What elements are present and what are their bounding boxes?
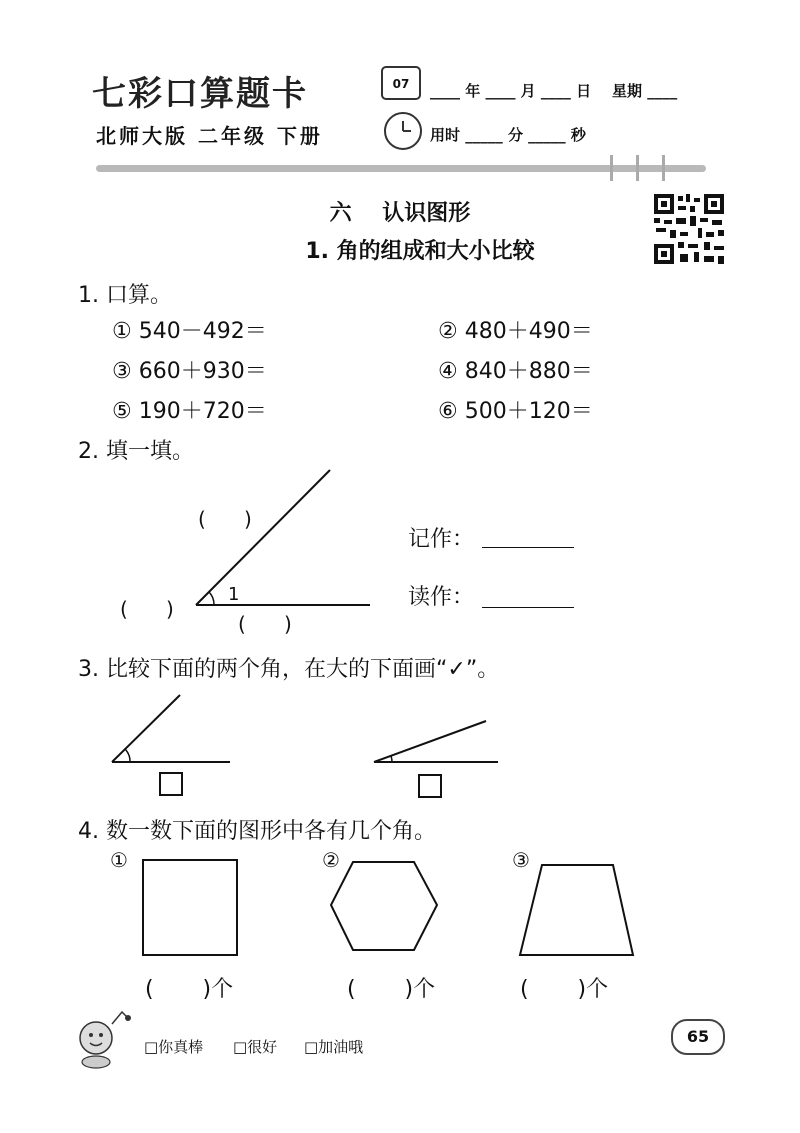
q2-angle-label: 1 [228, 584, 240, 605]
q4-label-2: ② [322, 848, 340, 872]
q4-label-1: ① [110, 848, 128, 872]
time-field[interactable]: 用时 _____ 分 _____ 秒 [430, 126, 586, 144]
mascot-icon [72, 1004, 134, 1070]
q1-item-4: ④ 840＋880＝ [438, 359, 593, 384]
q1-item-3: ③ 660＋930＝ [112, 359, 267, 384]
page-number: 65 [671, 1019, 725, 1055]
q2-paren-side[interactable]: ( ) [238, 612, 292, 636]
q4-answer-1[interactable]: ( )个 [145, 977, 234, 1002]
q2-read-label: 读作： [408, 585, 475, 610]
q3-title: 3. 比较下面的两个角，在大的下面画“✓”。 [78, 657, 500, 682]
rating-option-keep-going[interactable]: □加油哦 [304, 1038, 364, 1056]
q2-record-label: 记作： [408, 527, 475, 552]
rating-option-great[interactable]: □你真棒 [144, 1038, 204, 1056]
q4-answer-2[interactable]: ( )个 [347, 977, 436, 1002]
q4-title: 4. 数一数下面的图形中各有几个角。 [78, 819, 436, 844]
q4-answer-3[interactable]: ( )个 [520, 977, 609, 1002]
section-title: 1. 角的组成和大小比较 [305, 239, 535, 264]
calendar-day: 07 [392, 77, 410, 91]
rating-option-good[interactable]: □很好 [233, 1038, 278, 1056]
q2-title: 2. 填一填。 [78, 439, 194, 464]
chapter-title: 六 认识图形 [329, 201, 471, 226]
q4-label-3: ③ [512, 848, 530, 872]
q1-item-1: ① 540－492＝ [112, 319, 267, 344]
q1-item-2: ② 480＋490＝ [438, 319, 593, 344]
date-field[interactable]: ____ 年 ____ 月 ____ 日 星期 ____ [430, 82, 678, 100]
brand-title: 七彩口算题卡 [92, 74, 308, 114]
q2-paren-vertex[interactable]: ( ) [120, 597, 174, 621]
q1-title: 1. 口算。 [78, 283, 172, 308]
edition-label: 北师大版 二年级 下册 [96, 124, 323, 148]
q1-item-5: ⑤ 190＋720＝ [112, 399, 267, 424]
q1-item-6: ⑥ 500＋120＝ [438, 399, 593, 424]
q2-paren-ray[interactable]: ( ) [198, 507, 252, 531]
